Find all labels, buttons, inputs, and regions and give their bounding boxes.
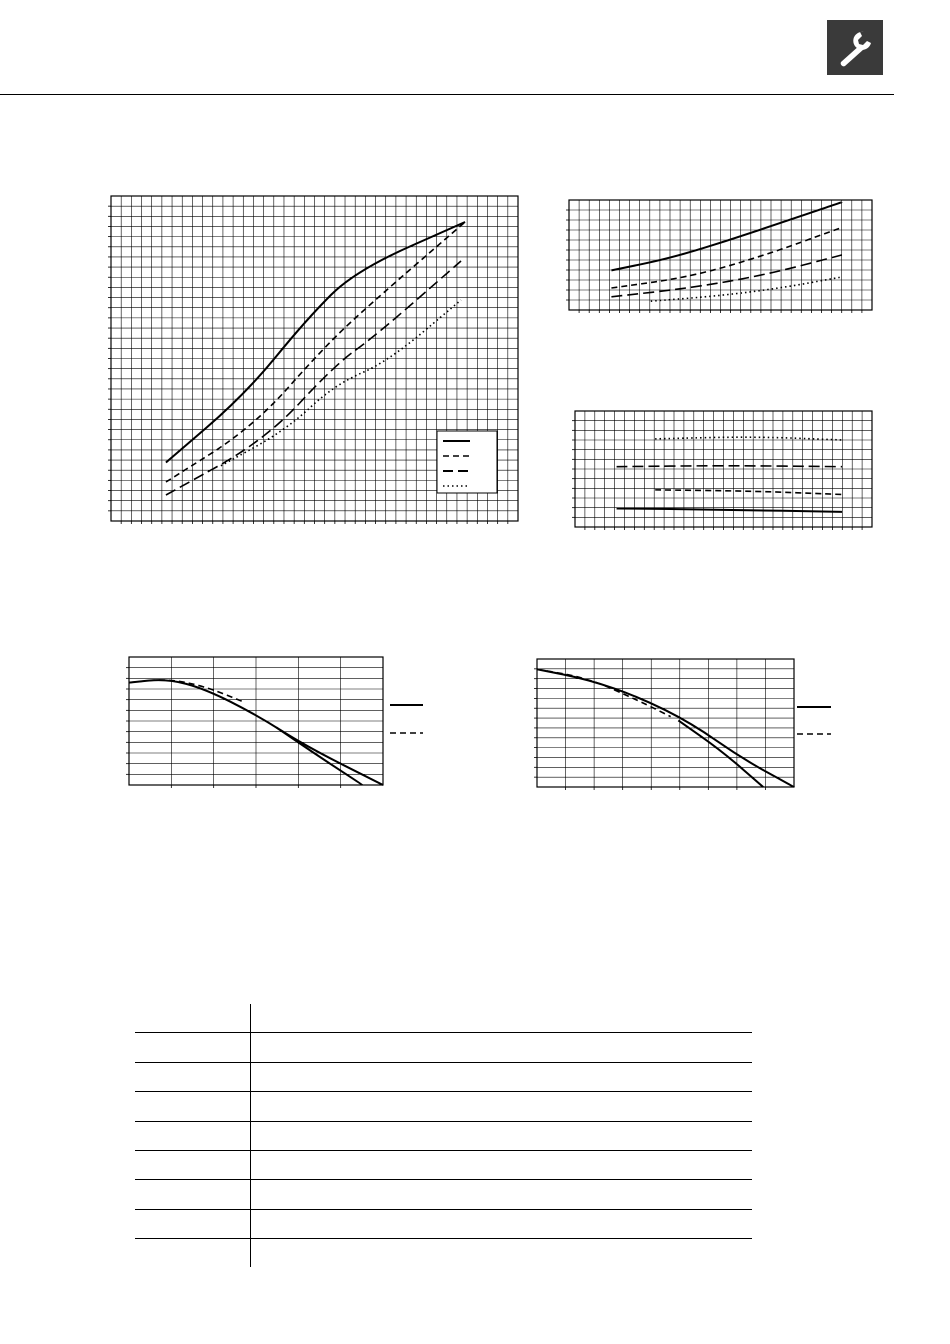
main-series-solid-0 [166,222,465,463]
pump-right-series-dashed-1 [537,669,671,716]
main-series-dashed-1 [166,222,465,482]
table-row [135,1209,752,1210]
bottom-right-series-longdash-1 [617,466,843,467]
table-row [135,1121,752,1122]
main-legend [437,431,497,493]
table-row [135,1150,752,1151]
table-row [135,1091,752,1092]
pump-right-frame [537,659,794,787]
pump-left-grid [126,657,383,788]
pump-right-grid [534,659,794,790]
pump-right-legend [797,707,831,734]
table-row [135,1179,752,1180]
table-row [135,1238,752,1239]
table-column-divider [250,1004,251,1267]
top-right-series-longdash-2 [611,255,841,297]
bottom-right-series-dashed-2 [655,490,842,495]
top-right-series-dashed-1 [611,228,841,289]
top-right-series [611,202,841,301]
bottom-right-series [617,437,843,512]
table-row [135,1032,752,1033]
table-row [135,1062,752,1063]
pump-left-series-solid-2 [276,727,362,785]
bottom-right-series-dotted-0 [655,437,842,440]
pump-left-legend [390,705,423,733]
spec-table [135,1004,752,1267]
bottom-right-series-solid-3 [617,508,843,511]
